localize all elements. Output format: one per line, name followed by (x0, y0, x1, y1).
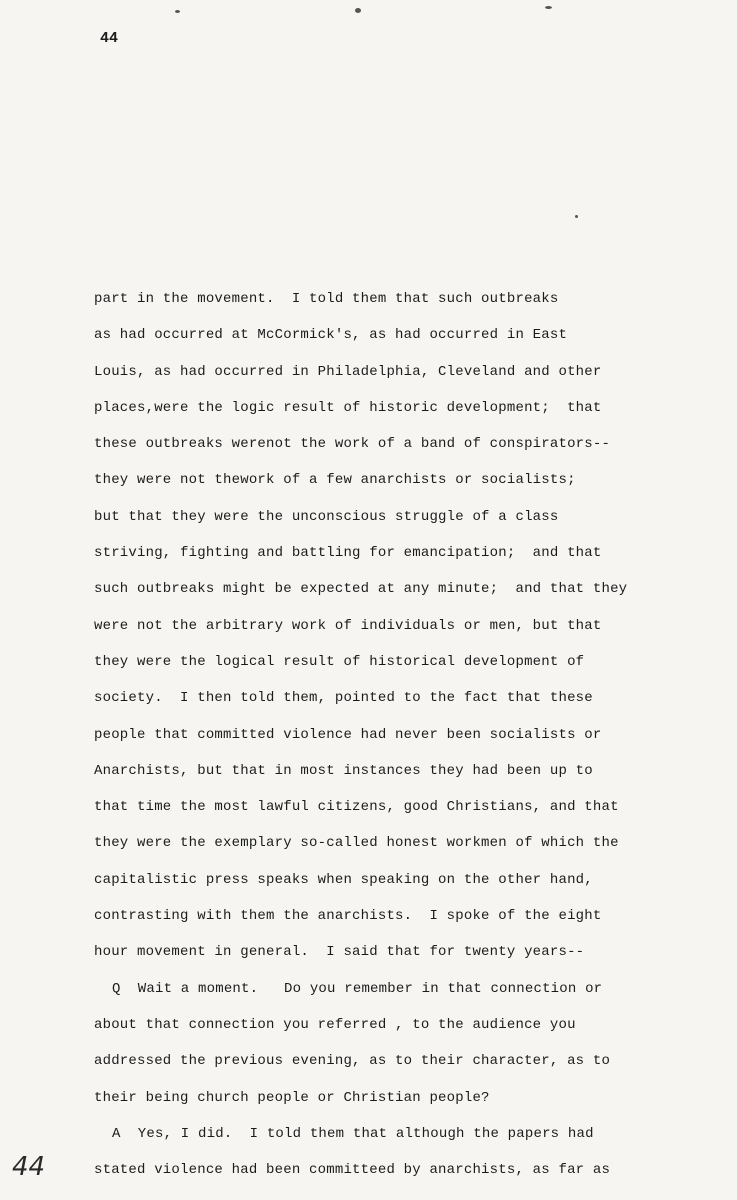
page-number: 44 (100, 30, 119, 47)
text-line: striving, fighting and battling for emancipation; and that (94, 545, 602, 562)
speck-1 (175, 10, 180, 13)
text-line: as had occurred at McCormick's, as had occurred in East (94, 327, 568, 344)
text-line: they were not thework of a few anarchists or socialists; (94, 472, 576, 489)
text-line: were not the arbitrary work of individuals or men, but that (94, 617, 602, 634)
speck-2 (355, 8, 361, 13)
text-line: their being church people or Christian people? (94, 1089, 490, 1106)
text-line: they were the exemplary so-called honest workmen of which the (94, 835, 619, 852)
text-line: such outbreaks might be expected at any minute; and that they (94, 581, 628, 598)
text-line: places,were the logic result of historic development; that (94, 399, 602, 416)
text-line: Anarchists, but that in most instances they had been up to (94, 762, 593, 779)
text-line: hour movement in general. I said that for twenty years-- (94, 944, 585, 961)
text-line: Louis, as had occurred in Philadelphia, Cleveland and other (94, 363, 602, 380)
text-line: that time the most lawful citizens, good Christians, and that (94, 799, 619, 816)
speck-3 (545, 6, 552, 9)
answer-line: A Yes, I did. I told them that although the papers had (112, 1125, 594, 1142)
text-line: people that committed violence had never been socialists or (94, 726, 602, 743)
text-line: these outbreaks werenot the work of a band of conspirators-- (94, 436, 611, 453)
handwritten-page-number: 44 (12, 1152, 46, 1182)
question-line: Q Wait a moment. Do you remember in that connection or (112, 980, 603, 997)
text-line: society. I then told them, pointed to the fact that these (94, 690, 593, 707)
text-line: part in the movement. I told them that such outbreaks (94, 291, 559, 307)
text-line: about that connection you referred , to the audience you (94, 1016, 576, 1033)
text-line: contrasting with them the anarchists. I spoke of the eight (94, 908, 602, 925)
transcript-body (94, 281, 714, 1188)
speck-4 (575, 215, 578, 218)
text-line: but that they were the unconscious struggle of a class (94, 508, 559, 525)
text-line: stated violence had been committeed by anarchists, as far as (94, 1162, 611, 1179)
text-line: addressed the previous evening, as to their character, as to (94, 1053, 611, 1070)
text-line: they were the logical result of historical development of (94, 653, 585, 670)
text-line: capitalistic press speaks when speaking on the other hand, (94, 871, 593, 888)
